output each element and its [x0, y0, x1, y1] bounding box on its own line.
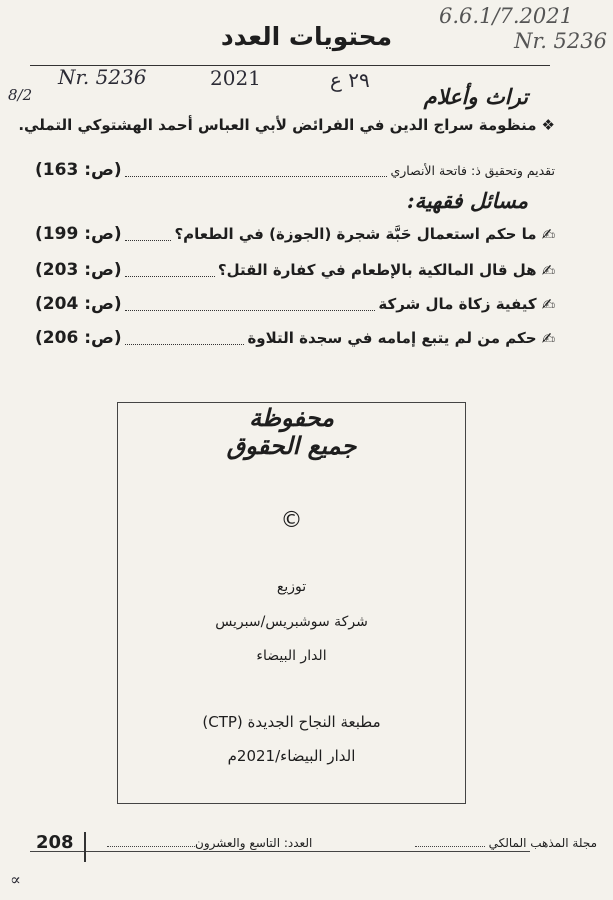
stamp-ref: Nr. 5236 [514, 29, 607, 53]
quill-icon: ✍ [541, 328, 555, 348]
corner-mark: ∝ [10, 870, 21, 889]
dot-leader [125, 228, 172, 241]
distribution-city: الدار البيضاء [256, 648, 327, 664]
handwritten-fraction: 8/2 [8, 86, 33, 104]
distribution-label: توزيع [276, 579, 307, 595]
toc-page-ref: (ص: 163) [35, 160, 122, 180]
toc-item-text: كيفية زكاة مال شركة [378, 295, 537, 313]
toc-page-ref: (ص: 206) [35, 328, 122, 348]
toc-page-ref: (ص: 204) [35, 294, 122, 314]
toc-page-ref: (ص: 199) [35, 224, 122, 244]
print-city-year: الدار البيضاء/2021م [227, 747, 356, 765]
toc-item [35, 326, 555, 350]
toc-item-title: منظومة سراج الدين في الفرائض لأبي العباس أحمد الهشتوكي التملي. [18, 116, 537, 134]
quill-icon: ✍ [541, 260, 555, 280]
footer-magazine [415, 836, 597, 850]
handwritten-hijri: ٢٩ ع [330, 68, 370, 92]
footer-issue-text: العدد: التاسع والعشرون [195, 836, 313, 850]
dot-leader [125, 264, 215, 277]
rights-reserved-line1: محفوظة [249, 403, 334, 432]
toc-credit-line [35, 158, 555, 182]
toc-item-poem [18, 116, 555, 134]
page-title: محتويات العدد [220, 22, 393, 51]
printer-name: مطبعة النجاح الجديدة (CTP) [202, 713, 381, 731]
toc-item [35, 292, 555, 316]
section-heading-heritage: تراث وأعلام [423, 84, 528, 109]
handwritten-year: 2021 [210, 66, 261, 90]
footer-separator [84, 832, 86, 862]
dot-leader [415, 846, 485, 847]
copyright-icon: © [280, 508, 303, 533]
copyright-box [117, 402, 466, 804]
footer-issue [103, 836, 312, 850]
handwritten-ref: Nr. 5236 [58, 65, 147, 89]
toc-item [35, 222, 555, 246]
quill-icon: ✍ [541, 294, 555, 314]
toc-credit-text: تقديم وتحقيق ذ: فاتحة الأنصاري [390, 162, 555, 178]
distribution-company: شركة سوشبريس/سبريس [215, 614, 368, 630]
quill-icon: ✍ [541, 224, 555, 244]
toc-item-text: حكم من لم يتبع إمامه في سجدة التلاوة [247, 329, 537, 347]
rights-reserved-line2: جميع الحقوق [226, 431, 357, 460]
dot-leader [125, 332, 245, 345]
dot-leader [125, 298, 376, 311]
dot-leader [107, 846, 195, 847]
stamp-date: 6.6.1/7.2021 [439, 4, 573, 28]
page-number: 208 [36, 832, 74, 853]
diamond-bullet-icon: ❖ [541, 116, 555, 134]
dot-leader [125, 164, 388, 177]
toc-page-ref: (ص: 203) [35, 260, 122, 280]
footer-rule [30, 851, 530, 852]
section-heading-fiqh: مسائل فقهية: [406, 188, 528, 213]
toc-item-text: هل قال المالكية بالإطعام في كفارة القتل؟ [217, 261, 537, 279]
toc-item-text: ما حكم استعمال حَبَّة شجرة (الجوزة) في الطعام؟ [174, 225, 537, 243]
footer-magazine-text: مجلة المذهب المالكي [488, 836, 597, 850]
toc-item [35, 258, 555, 282]
